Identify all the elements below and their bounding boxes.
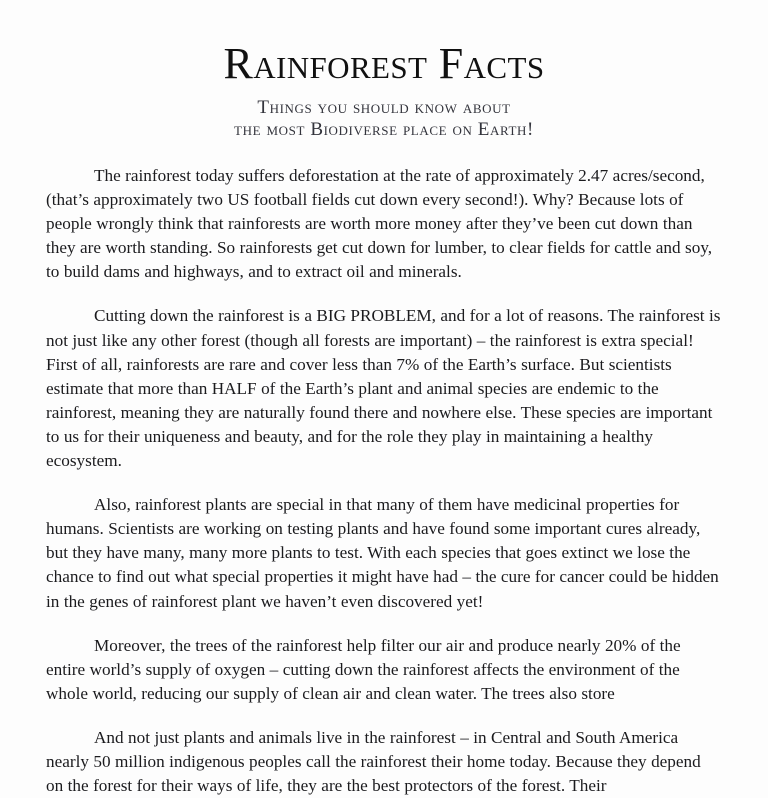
page-title: Rainforest Facts bbox=[223, 39, 545, 88]
body-paragraph-4: Moreover, the trees of the rainforest help filter our air and produce nearly 20% of the entire world’s supply of oxygen – cutting down the rainforest affects the environment of the whole world, reducing our supply of clean air and clean water. The trees also store bbox=[46, 635, 681, 703]
document-body bbox=[0, 141, 768, 798]
subtitle-line-2: the most Biodiverse place on Earth! bbox=[234, 119, 534, 140]
document-subtitle bbox=[0, 88, 768, 141]
document-header bbox=[0, 0, 768, 141]
subtitle-line-1: Things you should know about bbox=[257, 97, 511, 118]
body-paragraph-5: And not just plants and animals live in the rainforest – in Central and South America nearly 50 million indigenous peoples call the rainforest their home today. Because they depend on the forest for their ways of life, they are the best protectors of the forest. Their bbox=[46, 727, 701, 796]
body-paragraph-3: Also, rainforest plants are special in that many of them have medicinal properties for humans. Scientists are working on testing plants and have found some important cures already, but they have many, many more plants to test. With each species that goes extinct we lose the chance to find out what special properties it might have had – the cure for cancer could be hidden in the genes of rainforest plant we haven’t even discovered yet! bbox=[46, 495, 719, 611]
body-paragraph-1: The rainforest today suffers deforestation at the rate of approximately 2.47 acres/second, (that’s approximately two US football fields cut down every second!). Why? Because lots of people wrongly think that rainforests are worth more money after they’ve been cut down than they are worth standing. So rainforests get cut down for lumber, to clear fields for cattle and soy, to build dams and highways, and to extract oil and minerals. bbox=[46, 166, 713, 282]
body-paragraph-2: Cutting down the rainforest is a BIG PROBLEM, and for a lot of reasons. The rainforest is not just like any other forest (though all forests are important) – the rainforest is extra special! First of all, rainforests are rare and cover less than 7% of the Earth’s surface. But scientists estimate that more than HALF of the Earth’s plant and animal species are endemic to the rainforest, meaning they are naturally found there and nowhere else. These species are important to us for their uniqueness and beauty, and for the role they play in maintaining a healthy ecosystem. bbox=[46, 306, 721, 471]
